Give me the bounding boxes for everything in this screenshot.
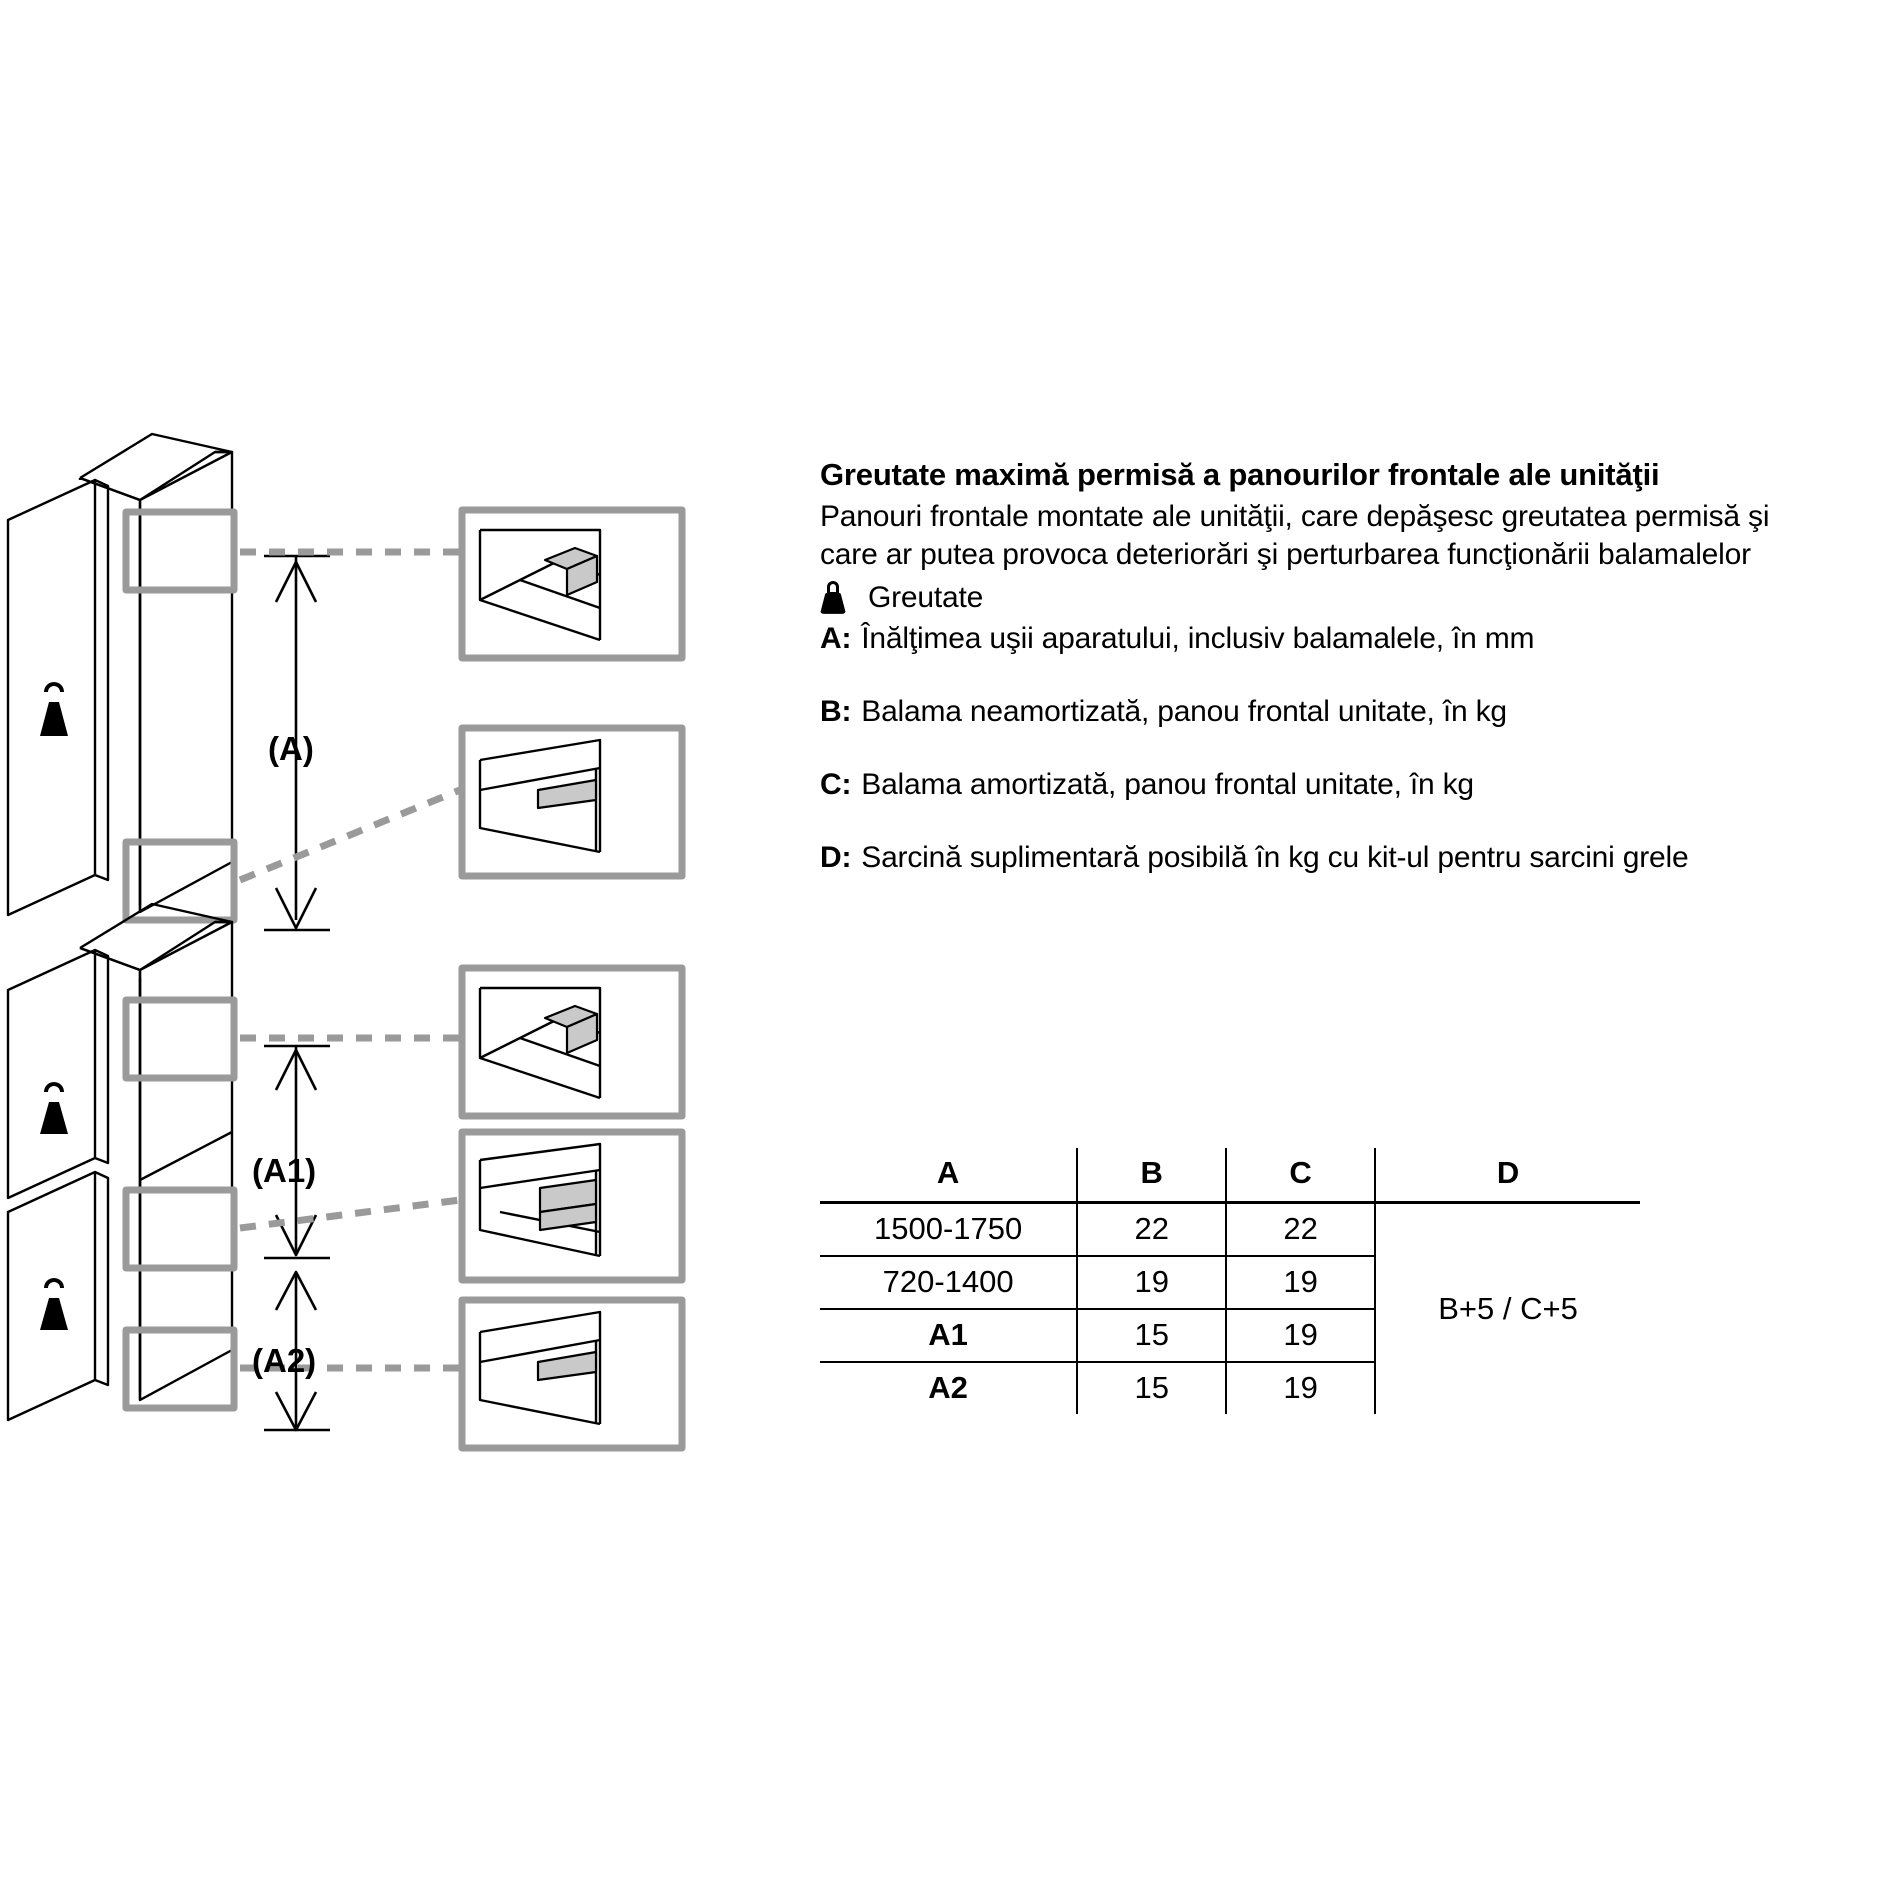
table-header-b: B <box>1077 1148 1226 1203</box>
legend-key-c: C: <box>820 767 852 801</box>
legend-text-c: Balama amortizată, panou frontal unitate, în kg <box>861 767 1474 801</box>
legend-key-d: D: <box>820 840 852 874</box>
cell-a-2: 720-1400 <box>820 1256 1077 1309</box>
intro-paragraph: Panouri frontale montate ale unităţii, care depăşesc greutatea permisă şi care ar putea provoca deteriorări şi perturbarea funcţionării balamalelor <box>820 500 1770 572</box>
label-a2: (A2) <box>252 1342 317 1379</box>
cell-c-4: 19 <box>1226 1362 1375 1414</box>
cell-b-4: 15 <box>1077 1362 1226 1414</box>
legend-item-a <box>820 619 1820 658</box>
weight-legend <box>820 581 1820 615</box>
table-header-d: D <box>1375 1148 1640 1203</box>
legend-text-d: Sarcină suplimentară posibilă în kg cu kit-ul pentru sarcini grele <box>861 840 1689 874</box>
cell-a-4: A2 <box>928 1370 968 1405</box>
legend-text-a: Înălţimea uşii aparatului, inclusiv balamalele, în mm <box>861 621 1535 655</box>
cell-a-3: A1 <box>820 1309 1077 1362</box>
cell-d-merged: B+5 / C+5 <box>1375 1203 1640 1415</box>
cell-b-2: 19 <box>1077 1256 1226 1309</box>
text-column <box>820 455 1820 877</box>
legend-item-d <box>820 838 1820 877</box>
label-a1: (A1) <box>252 1152 317 1189</box>
cell-a-1: 1500-1750 <box>820 1203 1077 1257</box>
table-header-c: C <box>1226 1148 1375 1203</box>
table-header-a: A <box>820 1148 1077 1203</box>
weight-legend-label: Greutate <box>868 580 984 614</box>
diagram-svg <box>0 0 830 1530</box>
legend-key-b: B: <box>820 694 852 728</box>
page-title: Greutate maximă permisă a panourilor frontale ale unităţii <box>820 457 1660 492</box>
cell-b-1: 22 <box>1077 1203 1226 1257</box>
legend-text-b: Balama neamortizată, panou frontal unitate, în kg <box>861 694 1507 728</box>
cell-c-1: 22 <box>1226 1203 1375 1257</box>
table-row <box>820 1203 1640 1257</box>
bottom-unit-drawing <box>8 904 682 1448</box>
legend-item-c <box>820 765 1820 804</box>
weight-icon <box>820 581 846 615</box>
cell-c-3: 19 <box>1226 1309 1375 1362</box>
top-unit-drawing <box>8 434 682 930</box>
load-table <box>820 1148 1640 1414</box>
cell-c-2: 19 <box>1226 1256 1375 1309</box>
table-header-row <box>820 1148 1640 1203</box>
legend-key-a: A: <box>820 621 852 655</box>
appliance-diagrams <box>0 0 830 1530</box>
cell-b-3: 15 <box>1077 1309 1226 1362</box>
label-a: (A) <box>268 730 314 767</box>
legend-item-b <box>820 692 1820 731</box>
